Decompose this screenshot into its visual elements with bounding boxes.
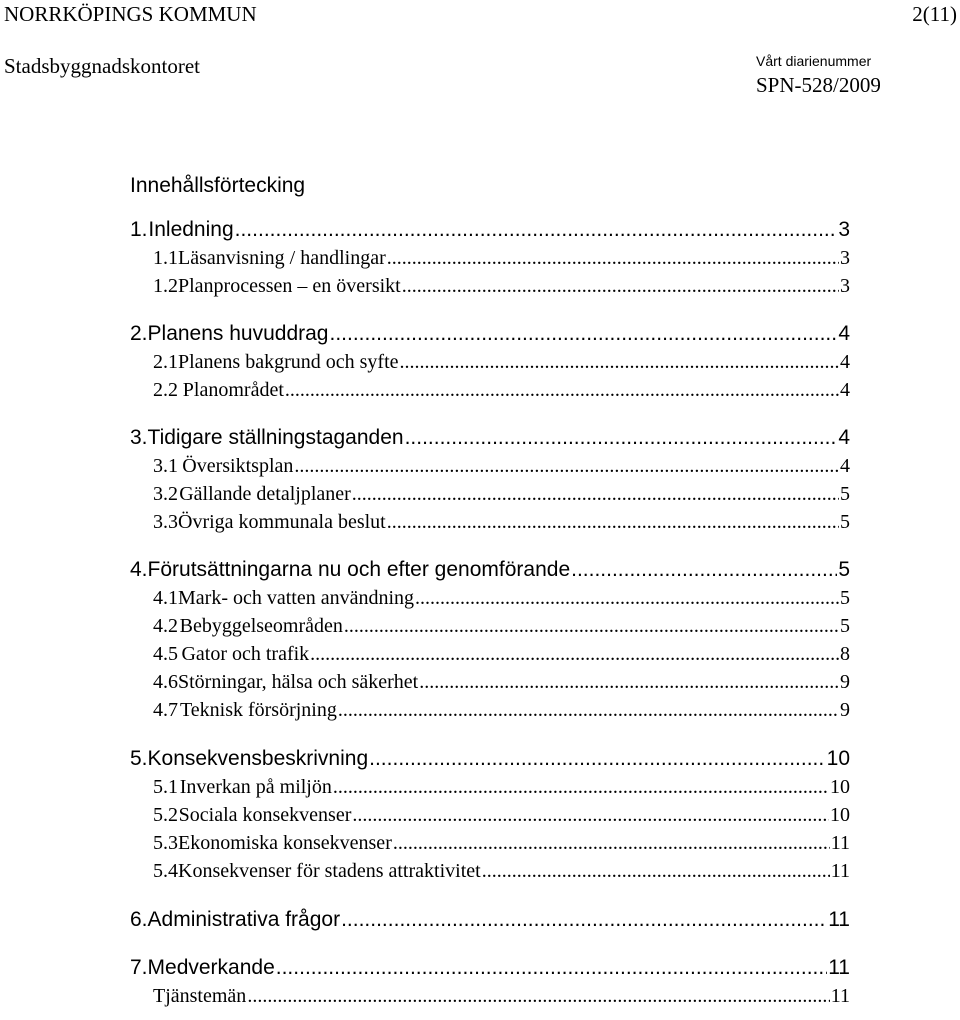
toc-entry-number: 2. xyxy=(130,322,148,345)
toc-entry-page: 11 xyxy=(830,832,850,854)
toc-dot-leader xyxy=(338,699,839,722)
toc-section-entry[interactable] xyxy=(130,322,850,350)
toc-title: Innehållsförtecking xyxy=(130,174,306,197)
toc-entry-number: 1.1 xyxy=(153,247,178,269)
toc-entry-title: Konsekvensbeskrivning xyxy=(147,747,369,770)
toc-entry-title: Teknisk försörjning xyxy=(179,699,337,721)
toc-dot-leader xyxy=(419,671,839,694)
diarie-number: SPN-528/2009 xyxy=(756,73,881,97)
toc-entry-page: 5 xyxy=(840,615,850,637)
toc-entry-page: 10 xyxy=(826,747,850,770)
toc-entry-page: 11 xyxy=(830,985,850,1007)
toc-subsection-entry[interactable] xyxy=(153,776,850,802)
toc-entry-number: 4.6 xyxy=(153,671,178,693)
toc-entry-title: Inverkan på miljön xyxy=(179,776,332,798)
toc-dot-leader xyxy=(235,218,838,242)
toc-entry-title: Tidigare ställningstaganden xyxy=(147,426,404,449)
toc-dot-leader xyxy=(387,247,839,270)
toc-dot-leader xyxy=(276,956,827,980)
toc-entry-number: 4.5 xyxy=(153,643,178,665)
toc-entry-number: 1.2 xyxy=(153,275,178,297)
toc-entry-title: Förutsättningarna nu och efter genomförande xyxy=(147,558,571,581)
toc-entry-page: 4 xyxy=(838,426,850,449)
toc-entry-page: 5 xyxy=(838,558,850,581)
toc-entry-number: 5.3 xyxy=(153,832,178,854)
toc-subsection-entry[interactable] xyxy=(153,587,850,613)
toc-entry-number: 6. xyxy=(130,908,148,931)
toc-entry-number: 3.1 xyxy=(153,455,178,477)
toc-entry-number: 7. xyxy=(130,956,148,979)
toc-entry-title: Bebyggelseområden xyxy=(179,615,343,637)
toc-entry-title: Planområdet xyxy=(182,379,284,401)
toc-dot-leader xyxy=(393,832,830,855)
toc-entry-page: 4 xyxy=(838,322,850,345)
toc-subsection-entry[interactable] xyxy=(153,985,850,1011)
toc-entry-title: Läsanvisning / handlingar xyxy=(178,247,386,269)
toc-entry-title: Planprocessen – en översikt xyxy=(178,275,401,297)
toc-entry-page: 3 xyxy=(838,218,850,241)
toc-entry-number: 2.1 xyxy=(153,351,178,373)
municipality-name: NORRKÖPINGS KOMMUN xyxy=(4,2,257,26)
toc-entry-title: Tjänstemän xyxy=(153,985,247,1007)
toc-dot-leader xyxy=(415,587,839,610)
toc-entry-number: 3. xyxy=(130,426,148,449)
toc-dot-leader xyxy=(330,322,838,346)
toc-entry-number: 5.1 xyxy=(153,776,178,798)
toc-entry-number: 5.4 xyxy=(153,860,178,882)
toc-subsection-entry[interactable] xyxy=(153,379,850,405)
toc-entry-number: 3.2 xyxy=(153,483,178,505)
toc-dot-leader xyxy=(352,804,829,827)
toc-entry-title: Inledning xyxy=(148,218,234,241)
toc-subsection-entry[interactable] xyxy=(153,351,850,377)
toc-section-entry[interactable] xyxy=(130,558,850,586)
toc-dot-leader xyxy=(571,558,837,582)
toc-subsection-entry[interactable] xyxy=(153,860,850,886)
office-name: Stadsbyggnadskontoret xyxy=(4,54,200,78)
toc-subsection-entry[interactable] xyxy=(153,483,850,509)
page-indicator: 2(11) xyxy=(912,2,957,26)
toc-dot-leader xyxy=(333,776,829,799)
toc-entry-page: 5 xyxy=(840,483,850,505)
toc-subsection-entry[interactable] xyxy=(153,699,850,725)
diarie-label: Vårt diarienummer xyxy=(756,53,872,69)
toc-entry-page: 3 xyxy=(840,247,850,269)
toc-entry-title: Planens bakgrund och syfte xyxy=(178,351,399,373)
toc-entry-number: 4.7 xyxy=(153,699,178,721)
toc-entry-page: 9 xyxy=(840,671,850,693)
toc-dot-leader xyxy=(352,483,839,506)
toc-dot-leader xyxy=(405,426,838,450)
toc-entry-number: 3.3 xyxy=(153,511,178,533)
toc-dot-leader xyxy=(400,351,839,374)
toc-entry-title: Administrativa frågor xyxy=(147,908,341,931)
toc-dot-leader xyxy=(387,511,839,534)
toc-entry-page: 10 xyxy=(830,776,850,798)
toc-subsection-entry[interactable] xyxy=(153,247,850,273)
toc-entry-title: Gällande detaljplaner xyxy=(179,483,351,505)
toc-section-entry[interactable] xyxy=(130,747,850,775)
toc-entry-number: 4. xyxy=(130,558,148,581)
toc-subsection-entry[interactable] xyxy=(153,643,850,669)
toc-dot-leader xyxy=(341,908,827,932)
toc-entry-number: 1. xyxy=(130,218,148,241)
toc-dot-leader xyxy=(402,275,839,298)
toc-subsection-entry[interactable] xyxy=(153,455,850,481)
toc-entry-title: Medverkande xyxy=(147,956,275,979)
toc-dot-leader xyxy=(310,643,839,666)
toc-entry-page: 4 xyxy=(840,455,850,477)
toc-dot-leader xyxy=(344,615,839,638)
toc-dot-leader xyxy=(482,860,830,883)
toc-entry-number: 4.1 xyxy=(153,587,178,609)
toc-section-entry[interactable] xyxy=(130,956,850,984)
toc-section-entry[interactable] xyxy=(130,426,850,454)
toc-section-entry[interactable] xyxy=(130,218,850,246)
toc-entry-title: Störningar, hälsa och säkerhet xyxy=(178,671,419,693)
toc-dot-leader xyxy=(285,379,839,402)
toc-entry-page: 8 xyxy=(840,643,850,665)
toc-entry-page: 4 xyxy=(840,351,850,373)
toc-entry-page: 11 xyxy=(828,908,850,931)
toc-entry-number: 5.2 xyxy=(153,804,178,826)
toc-entry-page: 4 xyxy=(840,379,850,401)
toc-entry-number: 5. xyxy=(130,747,148,770)
toc-entry-page: 5 xyxy=(840,587,850,609)
toc-entry-page: 9 xyxy=(840,699,850,721)
toc-entry-page: 10 xyxy=(830,804,850,826)
toc-entry-title: Övriga kommunala beslut xyxy=(178,511,386,533)
toc-entry-number: 4.2 xyxy=(153,615,178,637)
toc-entry-title: Gator och trafik xyxy=(181,643,310,665)
toc-section-entry[interactable] xyxy=(130,908,850,936)
toc-dot-leader xyxy=(369,747,826,771)
toc-entry-title: Planens huvuddrag xyxy=(147,322,329,345)
toc-subsection-entry[interactable] xyxy=(153,615,850,641)
toc-subsection-entry[interactable] xyxy=(153,804,850,830)
toc-entry-page: 3 xyxy=(840,275,850,297)
toc-entry-title: Översiktsplan xyxy=(182,455,294,477)
toc-entry-page: 11 xyxy=(830,860,850,882)
toc-subsection-entry[interactable] xyxy=(153,832,850,858)
toc-entry-title: Ekonomiska konsekvenser xyxy=(178,832,392,854)
toc-dot-leader xyxy=(247,985,829,1008)
toc-subsection-entry[interactable] xyxy=(153,275,850,301)
toc-entry-title: Mark- och vatten användning xyxy=(178,587,415,609)
toc-entry-title: Sociala konsekvenser xyxy=(178,804,352,826)
toc-subsection-entry[interactable] xyxy=(153,671,850,697)
toc-entry-page: 5 xyxy=(840,511,850,533)
toc-dot-leader xyxy=(294,455,839,478)
toc-entry-page: 11 xyxy=(828,956,850,979)
toc-entry-number: 2.2 xyxy=(153,379,178,401)
toc-entry-title: Konsekvenser för stadens attraktivitet xyxy=(178,860,481,882)
toc-subsection-entry[interactable] xyxy=(153,511,850,537)
